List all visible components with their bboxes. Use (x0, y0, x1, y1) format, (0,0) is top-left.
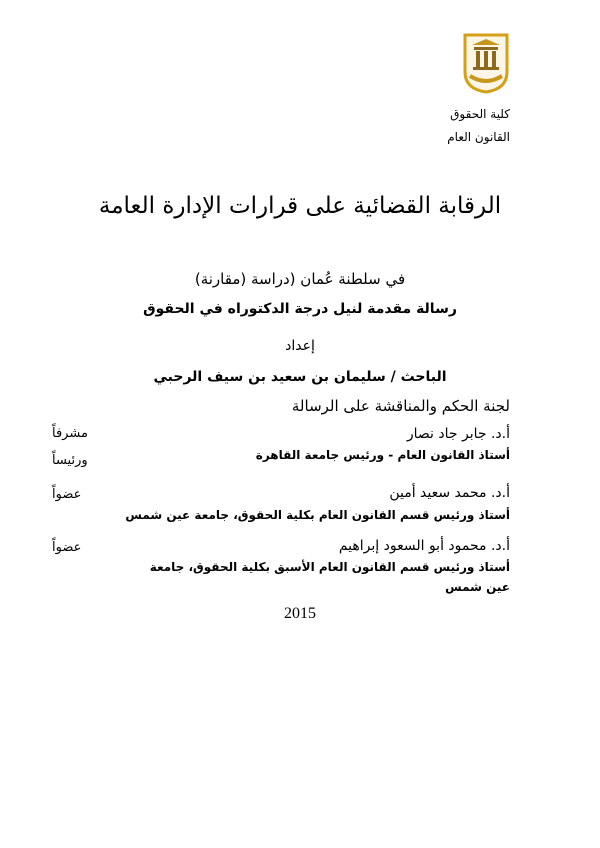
committee-member-description: أستاذ القانون العام - ورئيس جامعة القاهرة (255, 448, 510, 462)
committee-member-name: أ.د. محمد سعيد أمين (389, 485, 510, 501)
thesis-subtitle: في سلطنة عُمان (دراسة (مقارنة) (194, 270, 406, 288)
publication-year: 2015 (284, 605, 316, 622)
committee-member-role-secondary: ورئيساً (52, 453, 88, 468)
university-logo-icon (462, 32, 510, 94)
committee-member-description: أستاذ ورئيس قسم القانون العام بكلية الحقوق، جامعة عين شمس (125, 508, 510, 522)
department-name: القانون العام (447, 130, 510, 144)
committee-heading: لجنة الحكم والمناقشة على الرسالة (291, 397, 510, 415)
committee-member-role: عضواً (52, 487, 82, 502)
committee-member-name: أ.د. محمود أبو السعود إبراهيم (338, 538, 510, 554)
thesis-title: الرقابة القضائية على قرارات الإدارة العامة (98, 193, 502, 219)
committee-member-description: أستاذ ورئيس قسم القانون العام الأسبق بكلية الحقوق، جامعة عين شمس (149, 560, 510, 594)
committee-member-role: عضواً (52, 540, 82, 555)
committee-member-role: مشرفاً (52, 426, 88, 441)
faculty-name: كلية الحقوق (450, 107, 510, 121)
researcher-name: الباحث / سليمان بن سعيد بن سيف الرحبي (153, 369, 447, 385)
degree-statement: رسالة مقدمة لنيل درجة الدكتوراه في الحقوق (143, 301, 457, 317)
prepared-by-label: إعداد (285, 338, 315, 354)
committee-member-name: أ.د. جابر جاد نصار (406, 426, 510, 442)
